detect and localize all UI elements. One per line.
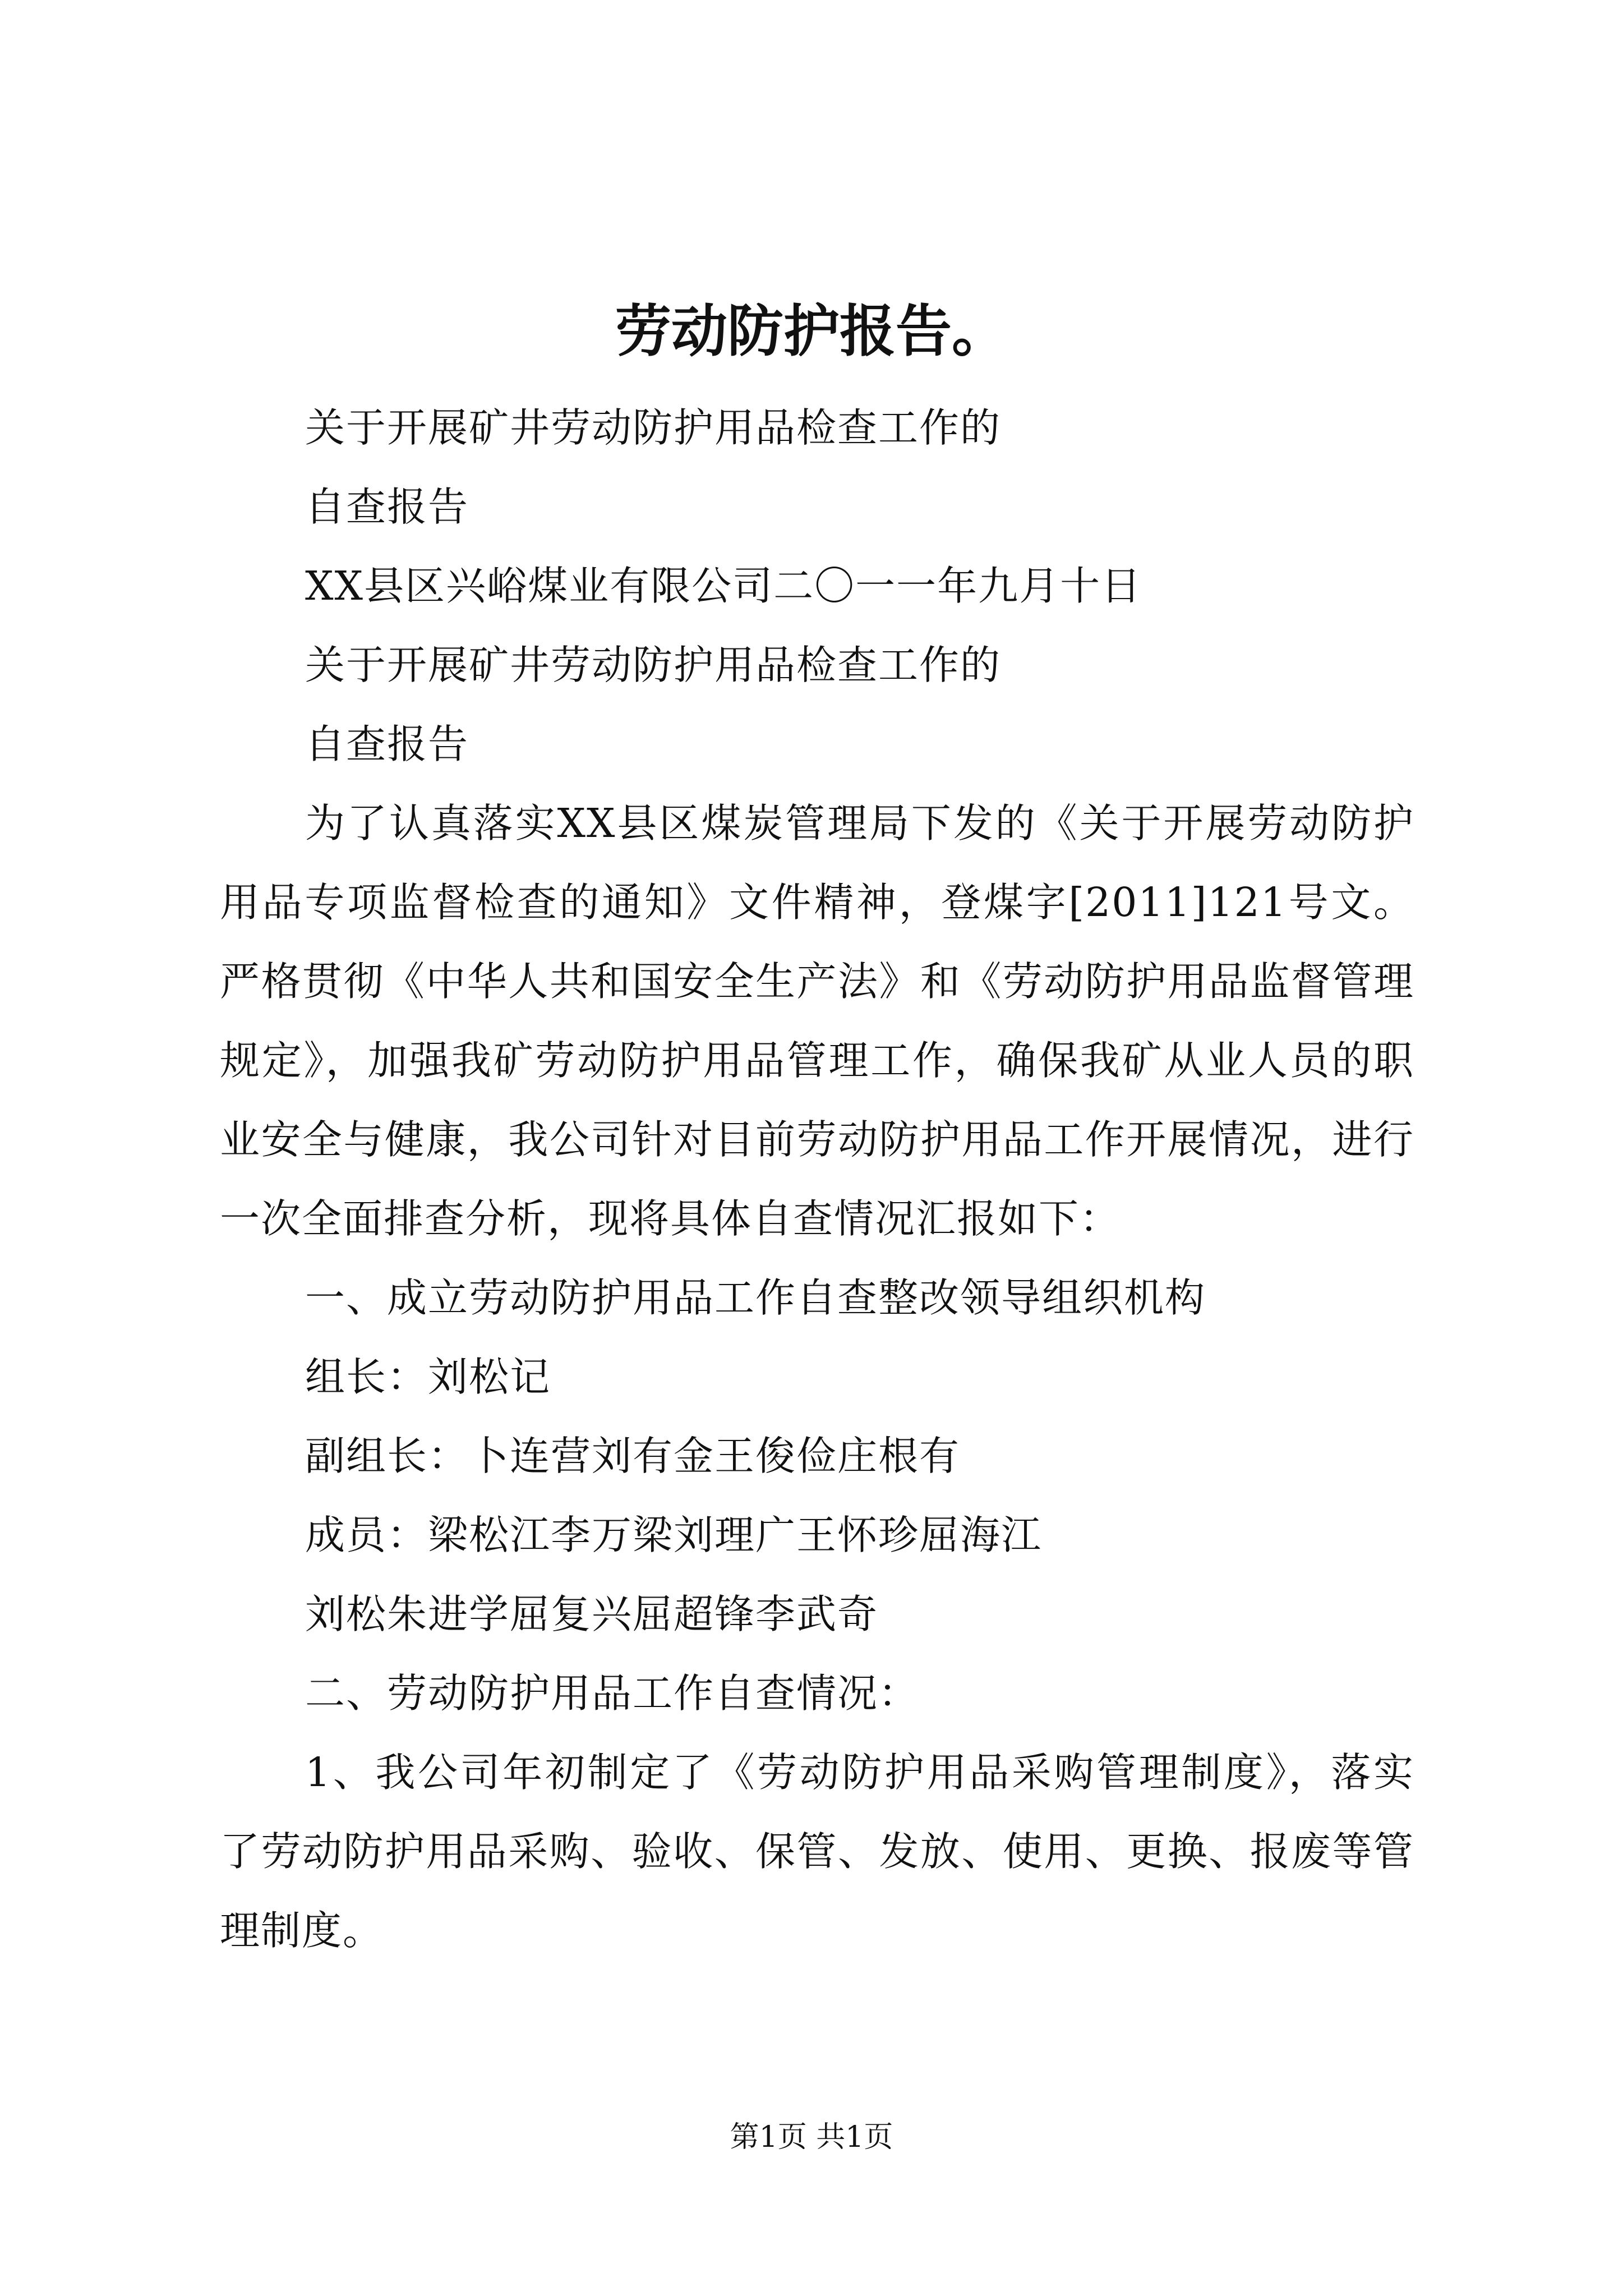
paragraph: 自查报告 bbox=[305, 484, 469, 530]
paragraph: 副组长：卜连营刘有金王俊俭庄根有 bbox=[305, 1433, 961, 1479]
document-title: 劳动防护报告。 bbox=[615, 298, 1008, 364]
paragraph: 组长：刘松记 bbox=[305, 1354, 551, 1400]
document-body bbox=[220, 388, 1414, 1970]
paragraph: 为了认真落实XX县区煤炭管理局下发的《关于开展劳动防护用品专项监督检查的通知》文件精神，登煤字[2011]121号文。严格贯彻《中华人共和国安全生产法》和《劳动防护用品监督管理规定》，加强我矿劳动防护用品管理工作，确保我矿从业人员的职业安全与健康，我公司针对目前劳动防护用品工作开展情况，进行一次全面排查分析，现将具体自查情况汇报如下： bbox=[220, 800, 1414, 1242]
paragraph: 关于开展矿井劳动防护用品检查工作的 bbox=[305, 642, 1002, 688]
paragraph: 二、劳动防护用品工作自查情况： bbox=[305, 1670, 920, 1717]
paragraph: 1、我公司年初制定了《劳动防护用品采购管理制度》，落实了劳动防护用品采购、验收、保管、发放、使用、更换、报废等管理制度。 bbox=[220, 1749, 1414, 1954]
paragraph: 关于开展矿井劳动防护用品检查工作的 bbox=[305, 404, 1002, 451]
paragraph: 自查报告 bbox=[305, 721, 469, 767]
paragraph: 成员：梁松江李万梁刘理广王怀珍屈海江 bbox=[305, 1512, 1043, 1558]
paragraph: 刘松朱进学屈复兴屈超锋李武奇 bbox=[305, 1591, 879, 1637]
page-footer: 第1页 共1页 bbox=[730, 2120, 893, 2154]
paragraph: XX县区兴峪煤业有限公司二〇一一年九月十日 bbox=[305, 563, 1142, 609]
paragraph: 一、成立劳动防护用品工作自查整改领导组织机构 bbox=[305, 1274, 1206, 1321]
